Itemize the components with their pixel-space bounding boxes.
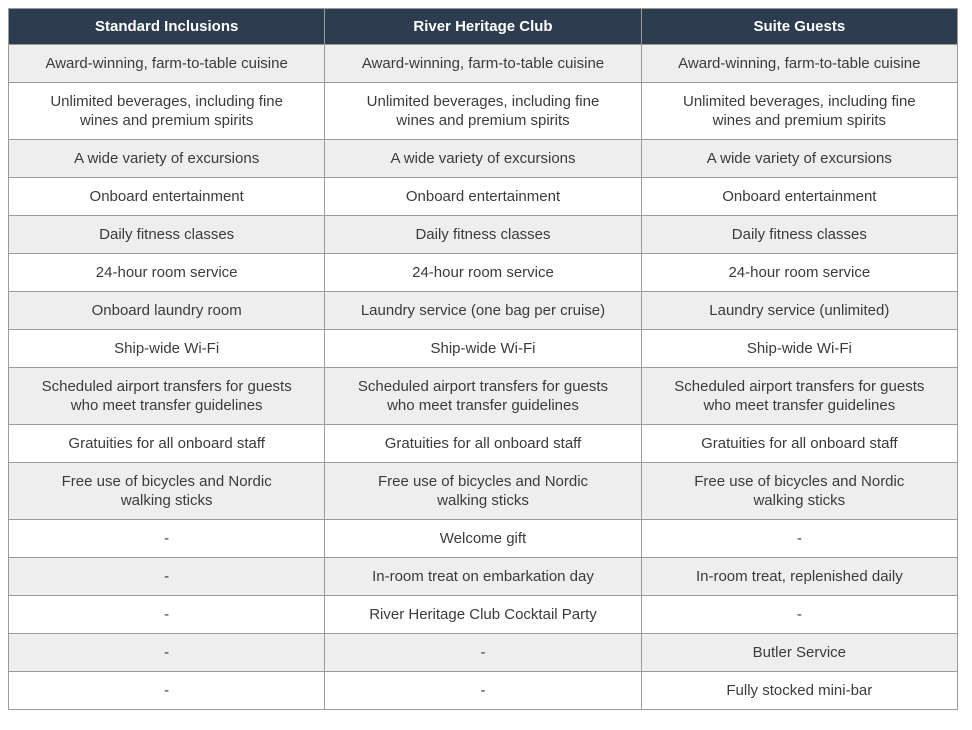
- table-cell: -: [9, 596, 325, 634]
- table-row: [9, 330, 958, 368]
- table-cell: Award-winning, farm-to-table cuisine: [9, 45, 325, 83]
- table-cell: Free use of bicycles and Nordic walking sticks: [325, 463, 641, 520]
- table-cell: Onboard entertainment: [9, 178, 325, 216]
- table-cell: Onboard laundry room: [9, 292, 325, 330]
- table-row: [9, 596, 958, 634]
- table-cell: In-room treat on embarkation day: [325, 558, 641, 596]
- table-cell: -: [641, 520, 957, 558]
- table-cell: Laundry service (one bag per cruise): [325, 292, 641, 330]
- column-header: Standard Inclusions: [9, 9, 325, 45]
- column-header: Suite Guests: [641, 9, 957, 45]
- column-header: River Heritage Club: [325, 9, 641, 45]
- table-cell: A wide variety of excursions: [9, 140, 325, 178]
- table-cell: Free use of bicycles and Nordic walking sticks: [9, 463, 325, 520]
- table-body: [9, 45, 958, 710]
- inclusions-comparison-table: [8, 8, 958, 710]
- table-row: [9, 672, 958, 710]
- table-cell: Daily fitness classes: [641, 216, 957, 254]
- table-cell: In-room treat, replenished daily: [641, 558, 957, 596]
- table-row: [9, 178, 958, 216]
- table-cell: Onboard entertainment: [325, 178, 641, 216]
- table-row: [9, 520, 958, 558]
- table-cell: Unlimited beverages, including fine wines and premium spirits: [9, 83, 325, 140]
- table-cell: Daily fitness classes: [9, 216, 325, 254]
- table-row: [9, 254, 958, 292]
- table-cell: Free use of bicycles and Nordic walking sticks: [641, 463, 957, 520]
- table-row: [9, 463, 958, 520]
- table-cell: Scheduled airport transfers for guests who meet transfer guidelines: [9, 368, 325, 425]
- table-cell: -: [9, 672, 325, 710]
- table-row: [9, 558, 958, 596]
- table-cell: 24-hour room service: [641, 254, 957, 292]
- table-row: [9, 368, 958, 425]
- table-cell: Daily fitness classes: [325, 216, 641, 254]
- table-cell: -: [9, 558, 325, 596]
- table-cell: Laundry service (unlimited): [641, 292, 957, 330]
- table-header-row: [9, 9, 958, 45]
- table-cell: Scheduled airport transfers for guests who meet transfer guidelines: [325, 368, 641, 425]
- table-cell: 24-hour room service: [9, 254, 325, 292]
- table-cell: -: [325, 634, 641, 672]
- table-row: [9, 45, 958, 83]
- table-cell: A wide variety of excursions: [641, 140, 957, 178]
- table-cell: Unlimited beverages, including fine wines and premium spirits: [641, 83, 957, 140]
- table-header: [9, 9, 958, 45]
- table-cell: Onboard entertainment: [641, 178, 957, 216]
- table-cell: Award-winning, farm-to-table cuisine: [641, 45, 957, 83]
- table-cell: Award-winning, farm-to-table cuisine: [325, 45, 641, 83]
- table-cell: Ship-wide Wi-Fi: [9, 330, 325, 368]
- table-cell: Gratuities for all onboard staff: [641, 425, 957, 463]
- table-cell: Welcome gift: [325, 520, 641, 558]
- table-cell: Unlimited beverages, including fine wines and premium spirits: [325, 83, 641, 140]
- table-row: [9, 425, 958, 463]
- table-cell: Ship-wide Wi-Fi: [641, 330, 957, 368]
- table-cell: -: [9, 520, 325, 558]
- table-cell: Fully stocked mini-bar: [641, 672, 957, 710]
- table-cell: Gratuities for all onboard staff: [325, 425, 641, 463]
- table-cell: -: [9, 634, 325, 672]
- table-row: [9, 292, 958, 330]
- table-cell: Butler Service: [641, 634, 957, 672]
- table-cell: Ship-wide Wi-Fi: [325, 330, 641, 368]
- table-row: [9, 216, 958, 254]
- table-cell: -: [641, 596, 957, 634]
- table-cell: A wide variety of excursions: [325, 140, 641, 178]
- table-cell: River Heritage Club Cocktail Party: [325, 596, 641, 634]
- table-cell: Scheduled airport transfers for guests who meet transfer guidelines: [641, 368, 957, 425]
- table-row: [9, 140, 958, 178]
- table-cell: -: [325, 672, 641, 710]
- table-row: [9, 634, 958, 672]
- table-row: [9, 83, 958, 140]
- table-cell: Gratuities for all onboard staff: [9, 425, 325, 463]
- table-cell: 24-hour room service: [325, 254, 641, 292]
